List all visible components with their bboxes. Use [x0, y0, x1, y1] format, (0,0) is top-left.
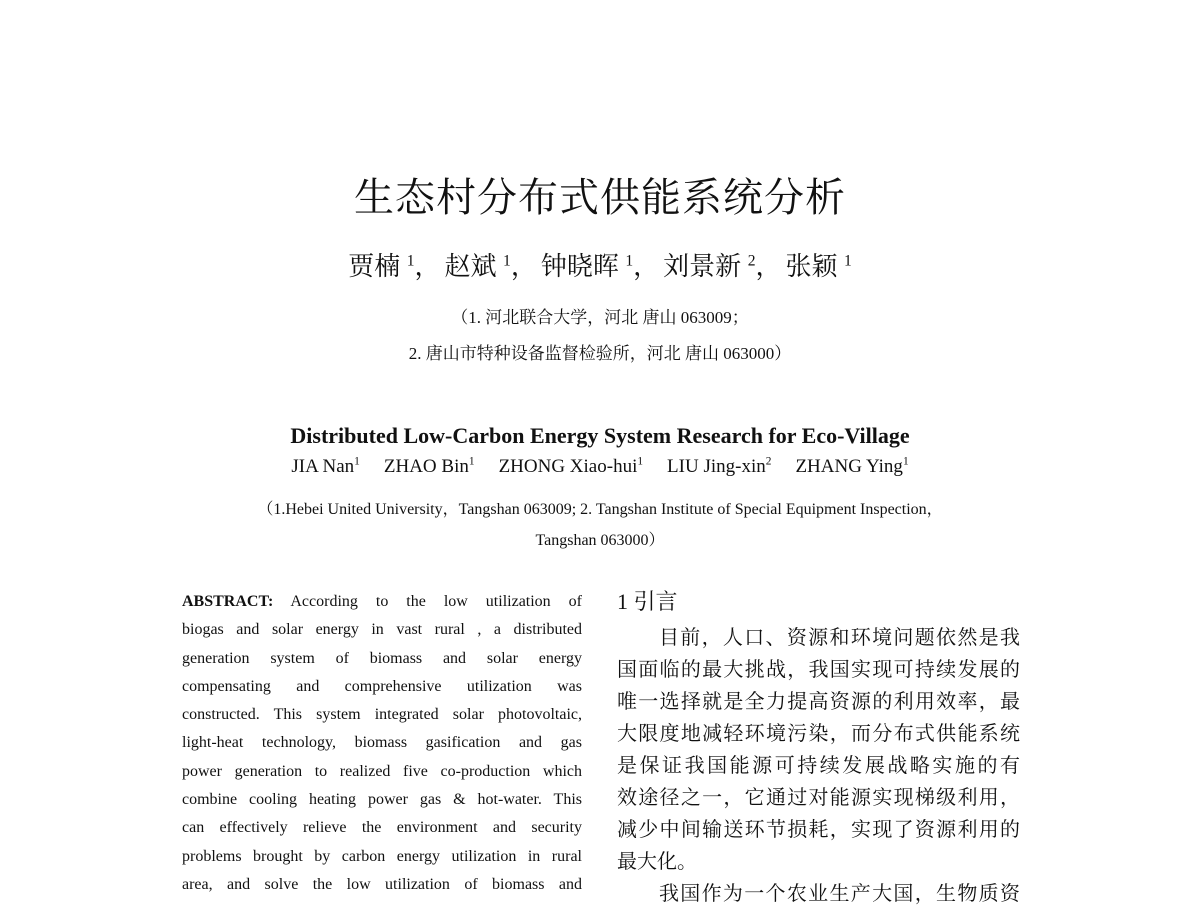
author: 贾楠 $^1$，	[348, 252, 441, 281]
paragraph-line: 国面临的最大挑战，我国实现可持续发展的	[617, 659, 1020, 681]
paragraph-line: 大限度地减轻环境污染，而分布式供能系统	[617, 723, 1020, 745]
english-author	[667, 456, 771, 477]
paragraph-line: 减少中间输送环节损耗，实现了资源利用的	[617, 819, 1020, 841]
english-author	[499, 456, 643, 477]
paragraph-line: 是保证我国能源可持续发展战略实施的有	[617, 755, 1020, 777]
author-affiliation-mark: 1	[902, 456, 909, 468]
author-name: 钟晓晖	[540, 252, 619, 281]
paragraph-line: 效途径之一，它通过对能源实现梯级利用，	[617, 787, 1020, 809]
abstract-text: power generation to realized five co-production which	[182, 762, 582, 780]
abstract	[182, 591, 582, 902]
english-title: Distributed Low-Carbon Energy System Research for Eco-Village	[290, 423, 910, 448]
english-affiliation-1: （1.Hebei United University，Tangshan 063009; 2. Tangshan Institute of Special Equipment Inspection，	[257, 501, 943, 518]
author-name: ZHANG Ying	[795, 456, 903, 478]
author-affiliation-mark: 2	[747, 252, 756, 270]
affiliation-2: 2. 唐山市特种设备监督检验所，河北 唐山 063000）	[408, 344, 792, 363]
author-affiliation-mark: 1	[625, 252, 634, 270]
abstract-line	[182, 761, 582, 789]
author-affiliation-mark: 1	[637, 456, 644, 468]
author-name: JIA Nan	[291, 456, 355, 478]
author-name: LIU Jing-xin	[667, 456, 766, 478]
abstract-text: biogas and solar energy in vast rural , a distributed	[182, 621, 582, 639]
abstract-line	[182, 789, 582, 817]
english-author-list	[0, 456, 1200, 478]
abstract-text: problems brought by carbon energy utilization in rural	[182, 847, 582, 865]
author-affiliation-mark: 1	[406, 252, 415, 270]
paragraph-line: 唯一选择就是全力提高资源的利用效率，最	[617, 691, 1020, 713]
author-name: 刘景新	[663, 252, 742, 281]
author	[786, 252, 852, 281]
author-affiliation-mark: 1	[844, 252, 852, 270]
abstract-text: area, and solve the low utilization of biomass and	[182, 875, 582, 893]
author-affiliation-mark: 1	[468, 456, 475, 468]
abstract-line	[182, 648, 582, 676]
abstract-text: compensating and comprehensive utilization was	[182, 677, 582, 695]
abstract-line	[182, 591, 582, 619]
abstract-text: light-heat technology, biomass gasification and gas	[182, 734, 582, 752]
paper-title: 生态村分布式供能系统分析	[354, 175, 846, 221]
paragraph-line: 我国作为一个农业生产大国，生物质资	[659, 883, 1020, 905]
abstract-line	[182, 704, 582, 732]
author: 刘景新 $^2$，	[663, 252, 782, 281]
abstract-text: can effectively relieve the environment and security	[182, 819, 582, 837]
author-name: ZHONG Xiao-hui	[498, 456, 638, 478]
english-affiliation-2: Tangshan 063000）	[535, 532, 665, 549]
abstract-text: combine cooling heating power gas & hot-water. This	[182, 791, 582, 809]
author-name: 张颖	[785, 252, 838, 281]
abstract-text: According to the low utilization of	[290, 593, 582, 610]
abstract-text: generation system of biomass and solar energy	[182, 649, 582, 667]
abstract-line	[182, 817, 582, 845]
author-affiliation-mark: 1	[354, 456, 360, 468]
paragraph-line: 目前，人口、资源和环境问题依然是我	[659, 627, 1020, 649]
english-author	[795, 456, 908, 477]
author-list	[0, 246, 1200, 283]
author-name: ZHAO Bin	[383, 456, 469, 478]
abstract-text: constructed. This system integrated solar photovoltaic,	[182, 706, 582, 724]
author-affiliation-mark: 2	[765, 456, 772, 468]
section-heading: 1 引言	[617, 589, 678, 614]
author-name: 赵斌	[444, 252, 497, 281]
abstract-line	[182, 676, 582, 704]
abstract-line	[182, 619, 582, 647]
abstract-line	[182, 874, 582, 902]
abstract-line	[182, 732, 582, 760]
author: 赵斌 $^1$，	[444, 252, 537, 281]
paragraph-line: 最大化。	[617, 851, 697, 873]
abstract-label: ABSTRACT:	[182, 593, 274, 610]
english-author	[384, 456, 475, 477]
author: 钟晓晖 $^1$，	[540, 252, 660, 281]
english-author	[291, 456, 360, 477]
author-name: 贾楠	[348, 252, 401, 281]
author-affiliation-mark: 1	[503, 252, 511, 270]
introduction-section	[617, 588, 1020, 912]
abstract-line	[182, 846, 582, 874]
affiliation-1: （1. 河北联合大学，河北 唐山 063009；	[451, 308, 749, 327]
